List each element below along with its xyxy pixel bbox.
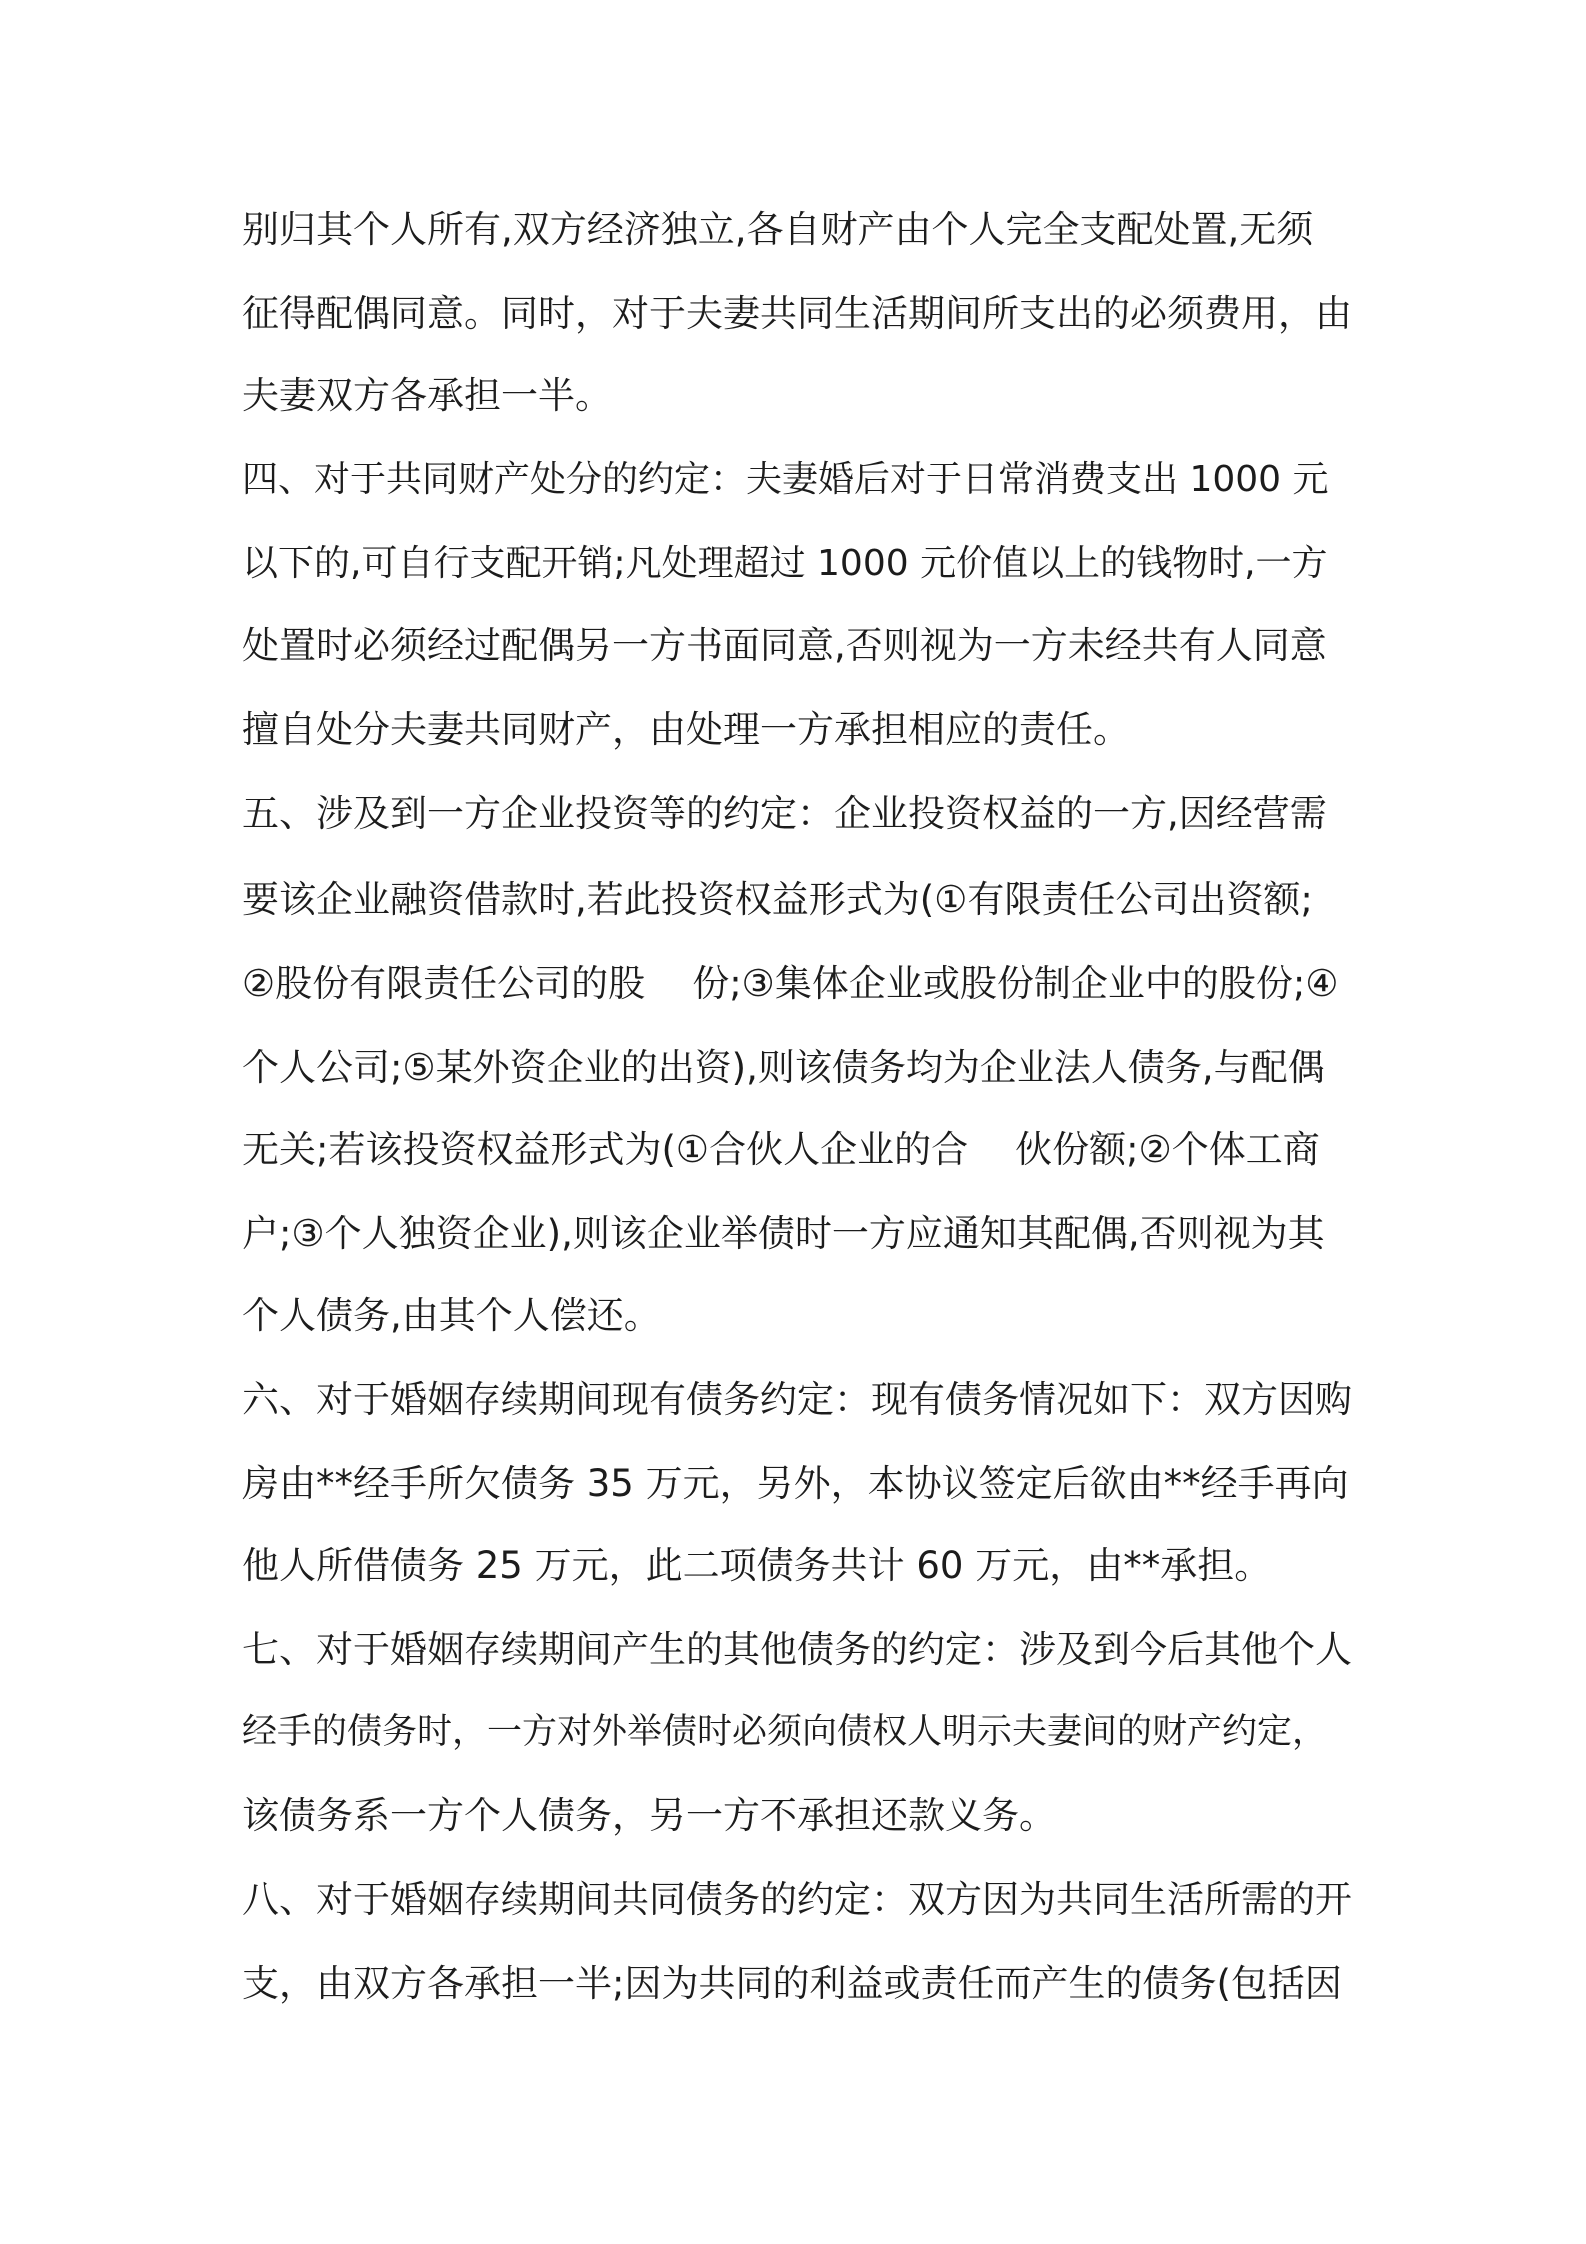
text-line: 处置时必须经过配偶另一方书面同意,否则视为一方未经共有人同意 [242, 624, 1327, 667]
text-line: 无关;若该投资权益形式为(①合伙人企业的合 伙份额;②个体工商 [242, 1128, 1320, 1171]
text-line: 房由**经手所欠债务 35 万元，另外，本协议签定后欲由**经手再向 [242, 1462, 1349, 1505]
text-line: 擅自处分夫妻共同财产，由处理一方承担相应的责任。 [242, 708, 1130, 751]
text-line: ②股份有限责任公司的股 份;③集体企业或股份制企业中的股份;④ [242, 962, 1339, 1005]
text-line: 支，由双方各承担一半;因为共同的利益或责任而产生的债务(包括因 [242, 1962, 1342, 2005]
text-line: 征得配偶同意。同时，对于夫妻共同生活期间所支出的必须费用，由 [242, 292, 1352, 335]
text-line: 该债务系一方个人债务，另一方不承担还款义务。 [242, 1794, 1056, 1837]
text-line: 要该企业融资借款时,若此投资权益形式为(①有限责任公司出资额; [242, 878, 1313, 921]
text-line: 六、对于婚姻存续期间现有债务约定：现有债务情况如下：双方因购 [242, 1378, 1352, 1421]
text-line: 夫妻双方各承担一半。 [242, 374, 612, 417]
text-line: 七、对于婚姻存续期间产生的其他债务的约定：涉及到今后其他个人 [242, 1628, 1352, 1671]
text-line: 户;③个人独资企业),则该企业举债时一方应通知其配偶,否则视为其 [242, 1212, 1325, 1255]
text-line: 五、涉及到一方企业投资等的约定：企业投资权益的一方,因经营需 [242, 792, 1327, 835]
text-line: 个人债务,由其个人偿还。 [242, 1294, 661, 1337]
text-line: 别归其个人所有,双方经济独立,各自财产由个人完全支配处置,无须 [242, 208, 1314, 251]
text-line: 个人公司;⑤某外资企业的出资),则该债务均为企业法人债务,与配偶 [242, 1046, 1325, 1089]
text-line: 以下的,可自行支配开销;凡处理超过 1000 元价值以上的钱物时,一方 [242, 543, 1328, 584]
text-line: 八、对于婚姻存续期间共同债务的约定：双方因为共同生活所需的开 [242, 1878, 1352, 1921]
text-line: 他人所借债务 25 万元，此二项债务共计 60 万元，由**承担。 [242, 1544, 1272, 1587]
text-line: 四、对于共同财产处分的约定：夫妻婚后对于日常消费支出 1000 元 [242, 459, 1329, 500]
text-line: 经手的债务时，一方对外举债时必须向债权人明示夫妻间的财产约定， [242, 1712, 1328, 1752]
